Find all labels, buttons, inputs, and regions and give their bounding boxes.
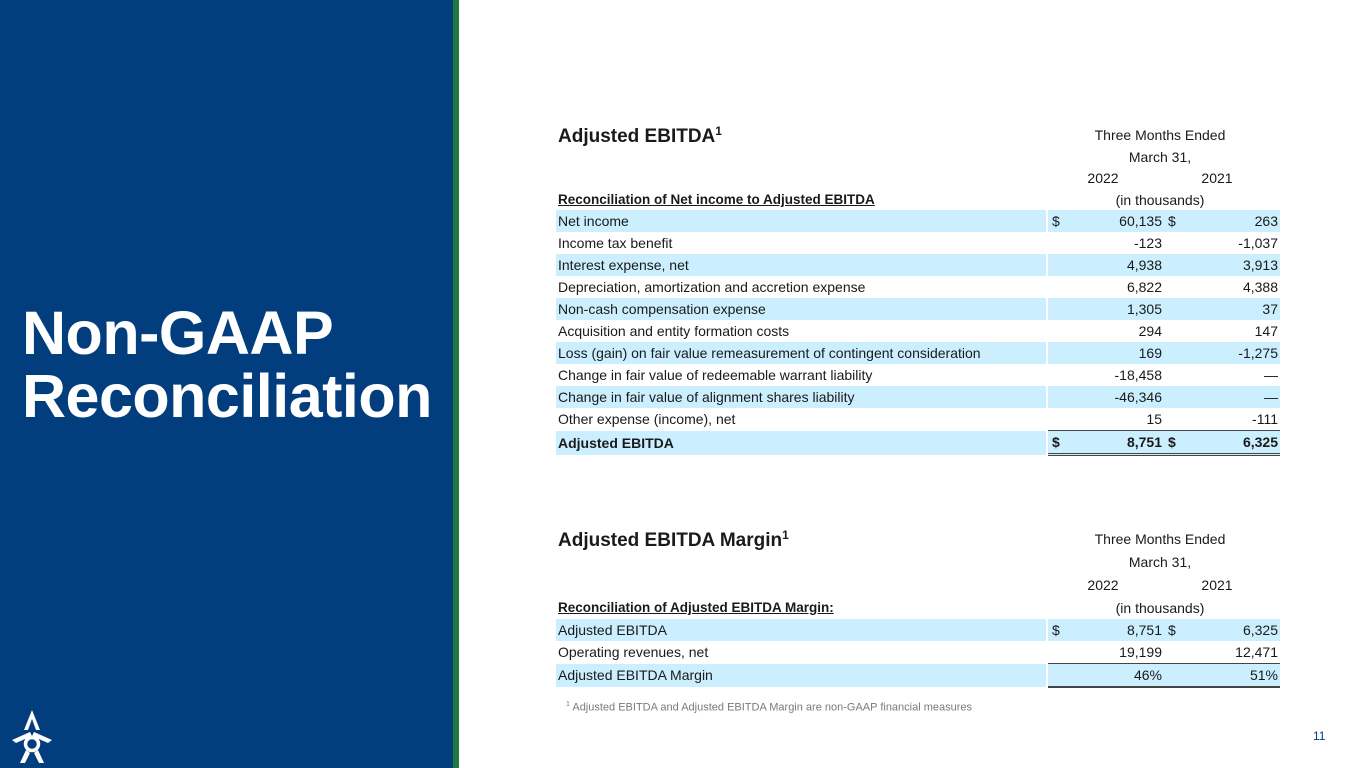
row-label: Adjusted EBITDA xyxy=(556,619,1046,641)
currency-symbol xyxy=(1164,298,1192,320)
value-2022: -123 xyxy=(1133,235,1162,251)
value-2022: 4,938 xyxy=(1076,254,1164,276)
value-2021: 51% xyxy=(1192,664,1280,688)
value-2022: -18,458 xyxy=(1114,367,1162,383)
margin-year-2021: 2021 xyxy=(1201,577,1233,593)
value-2022: -46,346 xyxy=(1076,386,1164,408)
value-2022: 8,751 xyxy=(1076,431,1164,455)
company-logo-icon xyxy=(10,708,54,764)
table-row xyxy=(556,298,1280,320)
currency-symbol xyxy=(1048,254,1076,276)
value-2022: 15 xyxy=(1146,411,1162,427)
table-row xyxy=(556,320,1280,342)
row-label: Acquisition and entity formation costs xyxy=(558,323,790,339)
ebitda-period-line-1: Three Months Ended xyxy=(1094,127,1226,143)
currency-symbol xyxy=(1164,232,1192,254)
ebitda-year-2022: 2022 xyxy=(1087,170,1119,186)
currency-symbol: $ xyxy=(1048,619,1076,641)
value-2021: -111 xyxy=(1252,411,1278,427)
currency-symbol: $ xyxy=(1164,431,1192,455)
value-2022: 169 xyxy=(1076,342,1164,364)
currency-symbol xyxy=(1164,408,1192,431)
row-label: Change in fair value of alignment shares liability xyxy=(556,386,1046,408)
margin-heading xyxy=(558,528,789,552)
ebitda-heading-text: Adjusted EBITDA xyxy=(558,126,716,147)
currency-symbol xyxy=(1048,641,1076,664)
margin-reconciliation-table xyxy=(556,619,1280,688)
margin-period-line-2: March 31, xyxy=(1128,554,1192,570)
table-row xyxy=(556,342,1280,364)
ebitda-reconciliation-table xyxy=(556,210,1280,456)
row-label: Non-cash compensation expense xyxy=(556,298,1046,320)
currency-symbol: $ xyxy=(1048,210,1076,232)
ebitda-period-line-2: March 31, xyxy=(1128,149,1192,165)
margin-year-2022: 2022 xyxy=(1087,577,1119,593)
margin-heading-text: Adjusted EBITDA Margin xyxy=(558,530,783,551)
value-2021: 6,325 xyxy=(1192,619,1280,641)
currency-symbol: $ xyxy=(1048,431,1076,455)
table-row xyxy=(556,386,1280,408)
value-2022: 6,822 xyxy=(1126,279,1162,295)
margin-heading-footnote-marker: 1 xyxy=(782,528,789,542)
margin-reconciliation-label: Reconciliation of Adjusted EBITDA Margin: xyxy=(558,600,834,615)
row-label: Income tax benefit xyxy=(558,235,673,251)
currency-symbol xyxy=(1164,641,1192,664)
currency-symbol xyxy=(1048,364,1076,386)
row-label: Operating revenues, net xyxy=(558,644,709,661)
currency-symbol xyxy=(1048,342,1076,364)
currency-symbol xyxy=(1164,254,1192,276)
slide-title-line-1: Non-GAAP xyxy=(22,299,334,367)
value-2021: -1,037 xyxy=(1238,235,1278,251)
table-row xyxy=(556,641,1280,664)
table-row xyxy=(556,664,1280,688)
row-label: Adjusted EBITDA xyxy=(556,431,1046,455)
value-2021: -1,275 xyxy=(1192,342,1280,364)
value-2022: 1,305 xyxy=(1076,298,1164,320)
value-2021: 147 xyxy=(1254,323,1278,339)
currency-symbol xyxy=(1048,298,1076,320)
currency-symbol xyxy=(1164,276,1192,298)
value-2022: 46% xyxy=(1076,664,1164,688)
slide-title-line-2: Reconciliation xyxy=(22,362,432,430)
currency-symbol xyxy=(1048,664,1076,688)
value-2022: 60,135 xyxy=(1076,210,1164,232)
row-label: Depreciation, amortization and accretion expense xyxy=(558,279,866,295)
currency-symbol: $ xyxy=(1164,619,1192,641)
row-label: Loss (gain) on fair value remeasurement of contingent consideration xyxy=(556,342,1046,364)
currency-symbol xyxy=(1048,408,1076,431)
row-label: Change in fair value of redeemable warrant liability xyxy=(558,367,873,383)
row-label: Net income xyxy=(556,210,1046,232)
currency-symbol xyxy=(1164,320,1192,342)
currency-symbol xyxy=(1048,386,1076,408)
table-row xyxy=(556,232,1280,254)
value-2022: 294 xyxy=(1138,323,1162,339)
margin-period-line-1: Three Months Ended xyxy=(1094,531,1226,547)
total-row xyxy=(556,431,1280,455)
value-2021: — xyxy=(1264,367,1278,383)
table-row xyxy=(556,276,1280,298)
table-row xyxy=(556,364,1280,386)
table-row xyxy=(556,619,1280,641)
table-row xyxy=(556,210,1280,232)
currency-symbol xyxy=(1048,232,1076,254)
slide-title xyxy=(22,299,432,430)
ebitda-units-label: (in thousands) xyxy=(1115,192,1205,208)
value-2022: 19,199 xyxy=(1119,644,1162,660)
ebitda-heading-footnote-marker: 1 xyxy=(715,124,722,138)
row-label: Interest expense, net xyxy=(556,254,1046,276)
ebitda-heading xyxy=(558,124,722,148)
footnote-text: Adjusted EBITDA and Adjusted EBITDA Margin are non-GAAP financial measures xyxy=(569,701,973,714)
accent-divider-bar xyxy=(453,0,459,768)
value-2021: 6,325 xyxy=(1192,431,1280,455)
row-label: Adjusted EBITDA Margin xyxy=(556,664,1046,688)
table-row xyxy=(556,254,1280,276)
currency-symbol xyxy=(1164,342,1192,364)
margin-units-label: (in thousands) xyxy=(1115,600,1205,616)
footnote-marker: 1 xyxy=(566,701,570,708)
ebitda-year-2021: 2021 xyxy=(1201,170,1233,186)
currency-symbol xyxy=(1164,364,1192,386)
value-2021: 263 xyxy=(1192,210,1280,232)
currency-symbol: $ xyxy=(1164,210,1192,232)
currency-symbol xyxy=(1164,386,1192,408)
currency-symbol xyxy=(1048,276,1076,298)
value-2022: 8,751 xyxy=(1076,619,1164,641)
currency-symbol xyxy=(1048,320,1076,342)
value-2021: 3,913 xyxy=(1192,254,1280,276)
table-row xyxy=(556,408,1280,431)
value-2021: 4,388 xyxy=(1242,279,1278,295)
footnote xyxy=(566,701,972,714)
ebitda-reconciliation-label: Reconciliation of Net income to Adjusted EBITDA xyxy=(558,192,875,207)
currency-symbol xyxy=(1164,664,1192,688)
row-label: Other expense (income), net xyxy=(558,411,736,428)
value-2021: 12,471 xyxy=(1235,644,1278,660)
page-number: 11 xyxy=(1313,729,1326,743)
value-2021: 37 xyxy=(1192,298,1280,320)
value-2021: — xyxy=(1192,386,1280,408)
